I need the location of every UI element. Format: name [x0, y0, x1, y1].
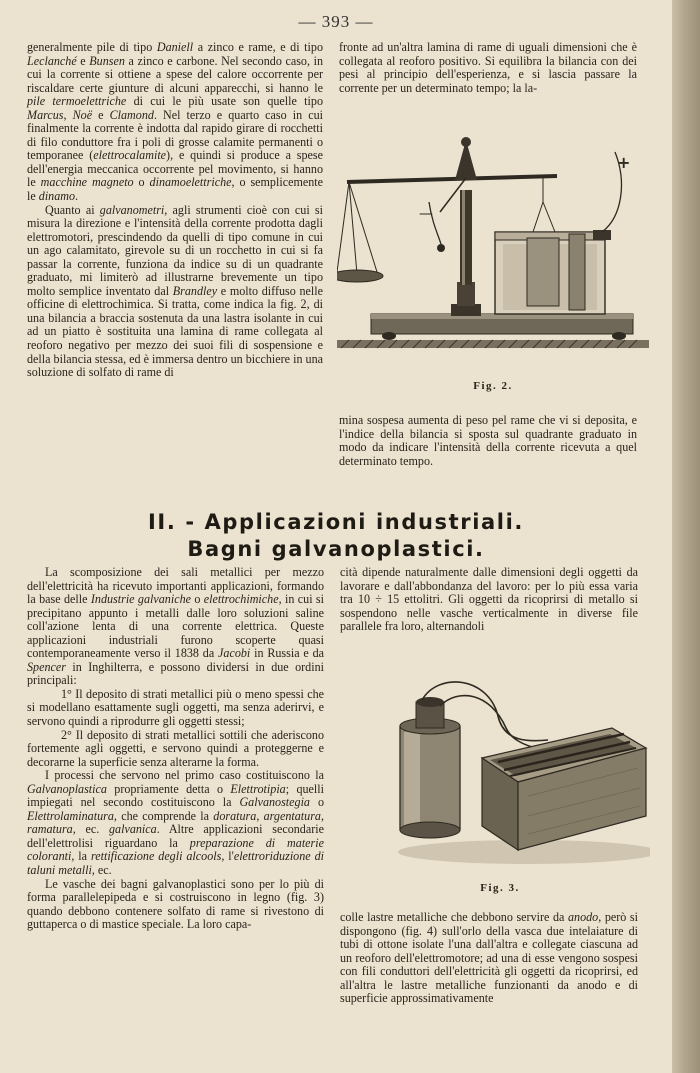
- column-bottom-left: [27, 566, 324, 932]
- italic-text: dinamoelettriche: [149, 175, 232, 190]
- italic-text: Galvanoplastica: [27, 781, 107, 796]
- paragraph: [27, 41, 323, 204]
- paragraph: [340, 911, 638, 1006]
- text-run: , ec.: [91, 863, 112, 878]
- paragraph: [27, 204, 323, 380]
- text-run: 2° Il deposito di strati metallici sottili che aderiscono fortemente agli oggetti, e servono quindi a proteggerne e decorarne la superficie senza alterarne la forma.: [27, 727, 324, 769]
- section-heading: [0, 509, 672, 563]
- minus-sign: —: [419, 206, 433, 222]
- italic-text: elettrochimiche: [203, 592, 279, 607]
- text-run: o: [309, 795, 324, 810]
- text-run: ; quelli impiegati nel secondo costituiscono la: [27, 781, 324, 810]
- text-run: , ec.: [72, 822, 109, 837]
- section-title: II. - Applicazioni industriali.: [148, 510, 524, 534]
- text-run: , agli strumenti cioè con cui si misura la direzione e l'intensità della corrente prodotta dagli elettromotori, prescindendo da quelli di tipo comune in cui un ago calamitato, girevole su di un rocchetto in cui si fa passar la corrente, funziona da indice su di un quadrante graduato, mi limiterò ad illustrarne brevemente un tipo molto semplice inventato dal: [27, 202, 323, 298]
- italic-text: elettrocalamite: [93, 148, 167, 163]
- text-run: ,: [320, 808, 324, 823]
- paragraph: [27, 769, 324, 877]
- page-number: — 393 —: [298, 12, 374, 31]
- text-run: a zinco e rame, e di tipo: [193, 40, 323, 54]
- paragraph: [27, 566, 324, 688]
- italic-text: Marcus: [27, 107, 64, 122]
- text-run: , però si dispongono (fig. 4) sull'orlo della vasca due intelaiature di tubi di ottone isolate l'una dall'altra e collegate ciascuna ad un reoforo dell'elettromotore; ad una di esse vengono sospesi con fili conduttori dell'elettricità gli oggetti da ricoprirsi, ed all'altra le lastre metalliche funzionanti da anodo e di superficie approssimativamente: [340, 910, 638, 1006]
- italic-text: Industrie galvaniche: [90, 592, 191, 607]
- paragraph: [339, 41, 637, 95]
- text-run: ,: [63, 107, 73, 122]
- text-run: . Altre applicazioni secondarie dell'elettrolisi riguardano la: [27, 822, 324, 850]
- text-run: , la: [71, 849, 91, 864]
- text-run: , o semplicemente le: [27, 175, 323, 204]
- italic-text: anodo: [567, 910, 599, 924]
- text-run: , che comprende la: [113, 808, 214, 823]
- italic-text: macchine magneto: [40, 175, 134, 190]
- italic-text: Jacobi: [218, 646, 251, 661]
- italic-text: rettificazione degli alcools: [90, 849, 222, 864]
- italic-text: argentatura: [263, 808, 321, 823]
- text-run: Quanto ai: [45, 202, 100, 217]
- italic-text: galvanica: [109, 822, 157, 837]
- text-run: o: [133, 175, 150, 190]
- text-run: Le vasche dei bagni galvanoplastici sono per lo più di forma parallelepipeda e si costruiscono in legno (fig. 3) quando debbono contenere solfato di rame si rivestono di guttaperca o di mastice speciale. La loro capa-: [27, 876, 324, 932]
- page-edge: [672, 0, 700, 1073]
- italic-text: Spencer: [27, 659, 66, 674]
- italic-text: Elettrolaminatura: [27, 808, 114, 823]
- column-bottom-right-upper: [340, 566, 638, 634]
- text-run: a zinco e carbone. Nel secondo caso, in cui la corrente si ottiene a spese del calore occorrente per riscaldare certe giunture di alcuni apparecchi, si hanno le: [27, 53, 323, 95]
- text-run: e: [76, 53, 90, 68]
- text-run: di cui le più usate son quelle tipo: [126, 94, 323, 109]
- column-top-left: [27, 41, 323, 380]
- italic-text: Daniell: [156, 40, 194, 54]
- italic-text: doratura: [213, 808, 257, 823]
- text-run: , l': [221, 849, 234, 864]
- italic-text: Clamond: [109, 107, 154, 122]
- italic-text: preparazione di materie coloranti: [27, 835, 324, 864]
- italic-text: dinamo: [38, 189, 76, 204]
- italic-text: Bunsen: [89, 53, 125, 68]
- italic-text: galvanometri: [99, 202, 165, 217]
- italic-text: pile termoelettriche: [27, 94, 127, 109]
- text-run: . Nel terzo e quarto caso in cui finalmente la corrente è indotta dal rapido girare di rocchetti di filo conduttore fra i poli di grosse calamite permanenti o temporanee (: [27, 107, 323, 163]
- italic-text: Noë: [72, 107, 93, 122]
- italic-text: Elettrotipia: [230, 781, 286, 796]
- text-run: fronte ad un'altra lamina di rame di uguali dimensioni che è collegata al reoforo positivo. Si equilibra la bilancia con dei pesi al principio dell'esperienza, e si lascia passare la corrente per un determinato tempo; la la-: [339, 40, 637, 95]
- text-run: in Russia e da: [250, 646, 324, 661]
- text-run: mina sospesa aumenta di peso pel rame che vi si deposita, e l'indice della bilancia si sposta sul quadrante graduato in modo da indicare l'intensità della corrente ricevuta a quel determinato tempo.: [339, 413, 637, 468]
- plus-sign: +: [617, 153, 631, 172]
- list-item: [27, 688, 324, 729]
- italic-text: Brandley: [172, 283, 218, 298]
- figure-2-caption: Fig. 2.: [473, 380, 513, 392]
- text-run: ,: [256, 808, 264, 823]
- figure-2-balance-galvanometer: [337, 132, 649, 360]
- italic-text: Leclanché: [27, 53, 77, 68]
- text-run: generalmente pile di tipo: [27, 40, 157, 54]
- column-bottom-right-lower: [340, 911, 638, 1006]
- text-run: propriamente detta o: [106, 781, 231, 796]
- list-item: [27, 729, 324, 770]
- italic-text: ramatura: [27, 822, 73, 837]
- column-top-right-upper: [339, 41, 637, 95]
- paragraph: [27, 878, 324, 932]
- text-run: o: [190, 592, 204, 607]
- text-run: , in cui si precipitano appunto i metalli dalle loro soluzioni saline coll'azione lenta di una corrente elettrica. Queste applicazioni industriali furono scoperte quasi contemporaneamente verso il 1838 da: [27, 592, 324, 661]
- text-run: cità dipende naturalmente dalle dimensioni degli oggetti da lavorare e dall'abbondanza del lavoro: per lo più essa varia tra 10 ÷ 15 ettolitri. Gli oggetti da ricoprirsi di metallo si sospendono nelle vasche verticalmente in diverse file parallele fra loro, alternandoli: [340, 565, 638, 634]
- section-subtitle: Bagni galvanoplastici.: [187, 537, 485, 561]
- text-run: .: [75, 189, 79, 204]
- column-top-right-lower: [339, 414, 637, 468]
- figure-3-caption: Fig. 3.: [480, 882, 520, 894]
- text-run: colle lastre metalliche che debbono servire da: [340, 910, 568, 924]
- paragraph: [339, 414, 637, 468]
- text-run: e: [92, 107, 110, 122]
- italic-text: Galvanostegia: [239, 795, 310, 810]
- text-run: ), e quindi si produce a spese dell'energia meccanica occorrente pel movimento, si hanno le: [27, 148, 323, 190]
- italic-text: elettroriduzione di taluni metalli: [27, 849, 324, 878]
- figure-3-galvanic-bath: [378, 676, 650, 870]
- text-run: I processi che servono nel primo caso costituiscono la: [45, 768, 324, 783]
- paragraph: [340, 566, 638, 634]
- text-run: La scomposizione dei sali metallici per mezzo dell'elettricità ha ricevuto importanti applicazioni, formando la base delle: [27, 565, 324, 607]
- text-run: e molto diffuso nelle officine di elettrochimica. Si tratta, come indica la fig. 2, di una bilancia a braccia sostenuta da una lastra isolante in cui ad un piatto è sostituita una lamina di rame collegata al reoforo negativo per mezzo dei suoi fili di sospensione e della bilancia stessa, ed è immersa dentro un bicchiere in una soluzione di solfato di rame di: [27, 283, 323, 380]
- text-run: in Inghilterra, e possono dividersi in due ordini principali:: [27, 659, 324, 688]
- text-run: 1° Il deposito di strati metallici più o meno spessi che si modellano esattamente sugli oggetti, ma senza aderirvi, e servono quindi a riprodurre gli oggetti stessi;: [27, 686, 324, 729]
